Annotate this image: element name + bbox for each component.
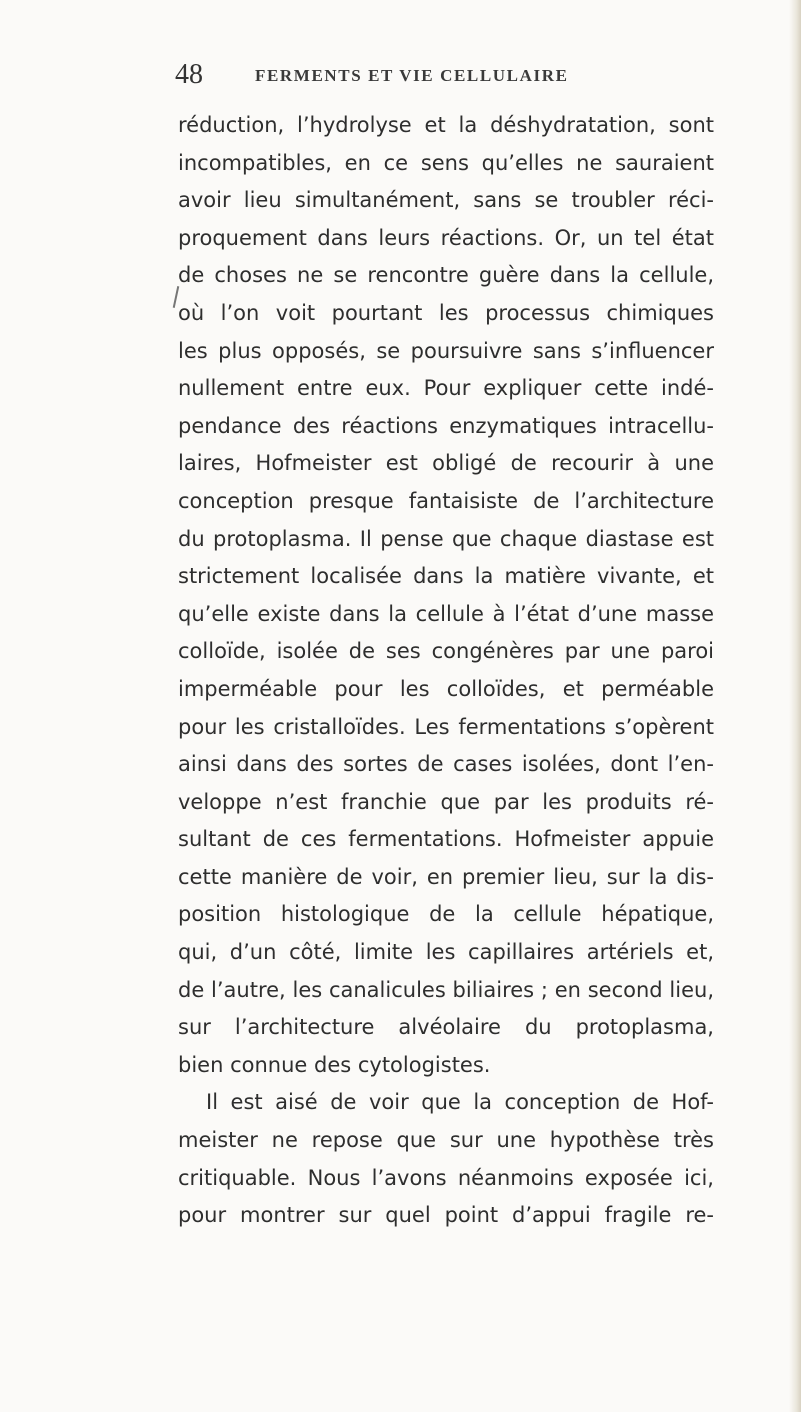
text-line: veloppe n’est franchie que par les produits ré- bbox=[178, 789, 714, 814]
text-line: sur l’architecture alvéolaire du protoplasma, bbox=[178, 1015, 714, 1040]
text-line: colloïde, isolée de ses congénères par une paroi bbox=[178, 639, 714, 664]
text-line: critiquable. Nous l’avons néanmoins exposée ici, bbox=[178, 1165, 714, 1190]
text-line: ainsi dans des sortes de cases isolées, dont l’en- bbox=[178, 752, 714, 777]
text-line: qu’elle existe dans la cellule à l’état d’une masse bbox=[178, 601, 714, 626]
text-line: de l’autre, les canalicules biliaires ; en second lieu, bbox=[178, 977, 714, 1002]
text-line: nullement entre eux. Pour expliquer cette indé- bbox=[178, 376, 714, 401]
text-line: proquement dans leurs réactions. Or, un tel état bbox=[178, 225, 714, 250]
page-number: 48 bbox=[175, 59, 203, 90]
text-line: cette manière de voir, en premier lieu, sur la dis- bbox=[178, 864, 714, 889]
text-line: Il est aisé de voir que la conception de Hof- bbox=[206, 1090, 714, 1115]
text-line: pendance des réactions enzymatiques intracellu- bbox=[178, 413, 714, 438]
text-line: du protoplasma. Il pense que chaque diastase est bbox=[178, 526, 714, 551]
text-line: les plus opposés, se poursuivre sans s’influencer bbox=[178, 338, 714, 363]
text-line: sultant de ces fermentations. Hofmeister appuie bbox=[178, 827, 714, 852]
text-line: de choses ne se rencontre guère dans la cellule, bbox=[178, 263, 714, 288]
text-line: imperméable pour les colloïdes, et perméable bbox=[178, 676, 714, 701]
running-title: FERMENTS ET VIE CELLULAIRE bbox=[255, 66, 569, 85]
text-line: bien connue des cytologistes. bbox=[178, 1052, 491, 1077]
text-line: incompatibles, en ce sens qu’elles ne sauraient bbox=[178, 150, 714, 175]
page-header bbox=[0, 0, 801, 100]
text-line: avoir lieu simultanément, sans se troubler réci- bbox=[178, 188, 714, 213]
text-line: pour les cristalloïdes. Les fermentations s’opèrent bbox=[178, 714, 714, 739]
text-line: laires, Hofmeister est obligé de recourir à une bbox=[178, 451, 714, 476]
text-line: qui, d’un côté, limite les capillaires artériels et, bbox=[178, 940, 714, 965]
text-line: strictement localisée dans la matière vivante, et bbox=[178, 564, 714, 589]
text-line: conception presque fantaisiste de l’architecture bbox=[178, 488, 714, 513]
text-line: meister ne repose que sur une hypothèse très bbox=[178, 1128, 714, 1153]
text-line: où l’on voit pourtant les processus chimiques bbox=[178, 300, 714, 325]
body-text bbox=[178, 107, 714, 1235]
text-line: pour montrer sur quel point d’appui fragile re- bbox=[178, 1203, 714, 1228]
text-line: réduction, l’hydrolyse et la déshydratation, sont bbox=[178, 113, 714, 137]
text-line: position histologique de la cellule hépatique, bbox=[178, 902, 714, 927]
page-edge-shadow bbox=[789, 0, 801, 1412]
